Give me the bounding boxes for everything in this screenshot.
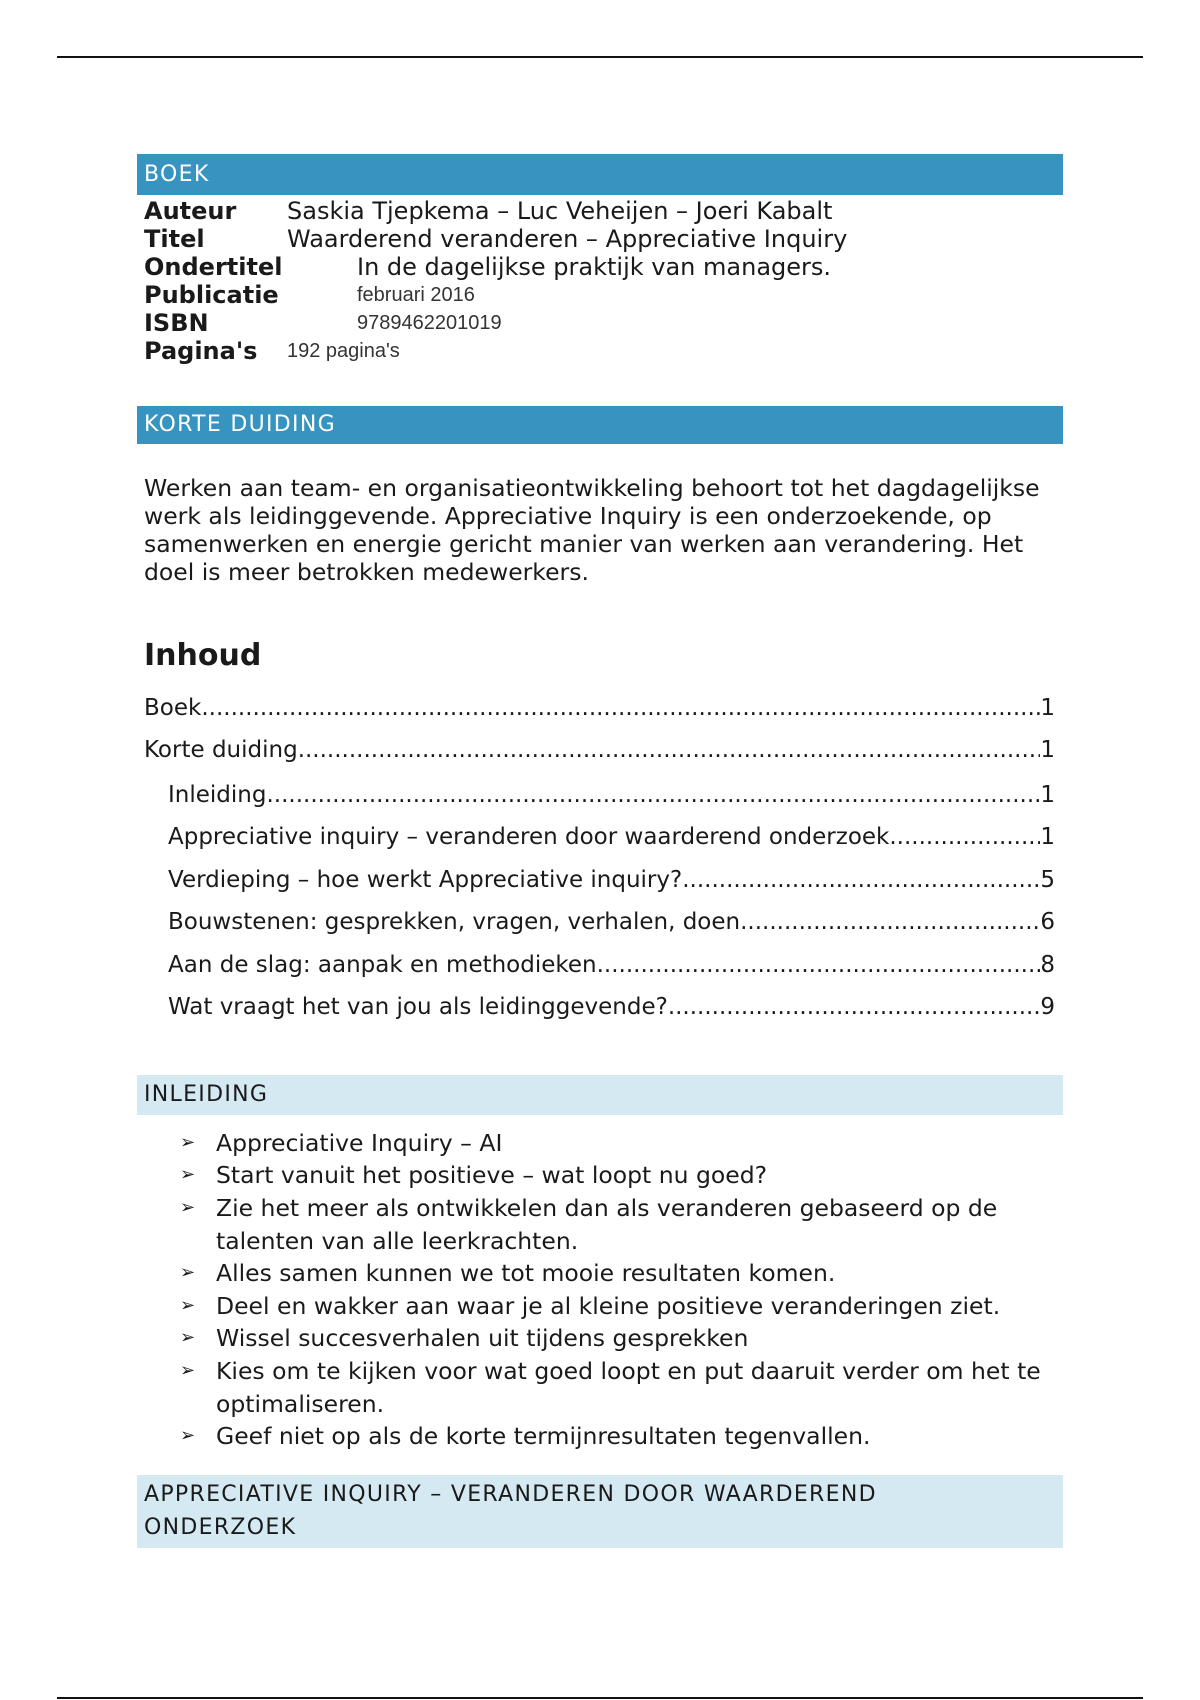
list-item [180, 1355, 1056, 1420]
toc-entry-label: Wat vraagt het van jou als leidinggevende? [168, 994, 668, 1020]
toc-entry-label: Korte duiding [144, 737, 298, 763]
toc-entry-page: 1 [1040, 824, 1055, 850]
toc-entry-inleiding[interactable] [168, 780, 1055, 810]
toc-leader-dots [266, 780, 1040, 810]
meta-value-titel: Waarderend veranderen – Appreciative Inquiry [287, 225, 848, 253]
toc-title: Inhoud [144, 638, 262, 673]
list-item [180, 1322, 1056, 1355]
list-item [180, 1420, 1056, 1453]
list-item-text: Alles samen kunnen we tot mooie resultaten komen. [216, 1259, 836, 1287]
toc-entry-page: 1 [1040, 695, 1055, 721]
list-item-text: Kies om te kijken voor wat goed loopt en put daaruit verder om het te optimaliseren. [216, 1357, 1041, 1418]
arrowhead-bullet-icon: ➢ [180, 1425, 196, 1446]
section-heading-boek: BOEK [137, 154, 1063, 195]
toc-entry-page: 8 [1040, 952, 1055, 978]
meta-value-auteur: Saskia Tjepkema – Luc Veheijen – Joeri Kabalt [287, 197, 833, 225]
toc-entry-boek[interactable] [144, 693, 1055, 723]
list-item [180, 1257, 1056, 1290]
toc-entry-wat-vraagt-het[interactable] [168, 992, 1055, 1022]
toc-entry-page: 9 [1040, 994, 1055, 1020]
meta-value-ondertitel: In de dagelijkse praktijk van managers. [357, 253, 832, 281]
toc-leader-dots [597, 950, 1041, 980]
meta-label-isbn: ISBN [144, 309, 209, 337]
meta-value-isbn: 9789462201019 [357, 312, 502, 334]
list-item [180, 1127, 1056, 1160]
toc-entry-label: Appreciative inquiry – veranderen door waarderend onderzoek [168, 824, 890, 850]
header-rule [57, 56, 1143, 58]
toc-leader-dots [740, 907, 1040, 937]
duiding-paragraph: Werken aan team- en organisatieontwikkeling behoort tot het dagdagelijkse werk als leidinggevende. Appreciative Inquiry is een onderzoekende, op samenwerken en energie gericht manier van werken aan verandering. Het doel is meer betrokken medewerkers. [144, 474, 1040, 586]
list-item-text: Geef niet op als de korte termijnresultaten tegenvallen. [216, 1422, 871, 1450]
list-item [180, 1192, 1056, 1257]
toc-leader-dots [201, 693, 1040, 723]
list-item-text: Wissel succesverhalen uit tijdens gesprekken [216, 1324, 749, 1352]
toc-entry-page: 6 [1040, 909, 1055, 935]
section-heading-line: ONDERZOEK [144, 1515, 297, 1540]
meta-label-ondertitel: Ondertitel [144, 253, 283, 281]
meta-label-publicatie: Publicatie [144, 281, 279, 309]
section-heading-line: APPRECIATIVE INQUIRY – VERANDEREN DOOR WAARDEREND [144, 1482, 877, 1507]
toc-entry-label: Inleiding [168, 782, 267, 808]
arrowhead-bullet-icon: ➢ [180, 1164, 196, 1185]
meta-label-paginas: Pagina's [144, 337, 258, 365]
arrowhead-bullet-icon: ➢ [180, 1360, 196, 1381]
toc-entry-appreciative-inquiry[interactable] [168, 822, 1055, 852]
footer-rule [57, 1697, 1143, 1699]
toc-leader-dots [682, 865, 1040, 895]
toc-entry-verdieping[interactable] [168, 865, 1055, 895]
toc-leader-dots [668, 992, 1041, 1022]
arrowhead-bullet-icon: ➢ [180, 1295, 196, 1316]
toc-entry-page: 5 [1040, 867, 1055, 893]
toc-entry-label: Verdieping – hoe werkt Appreciative inquiry? [168, 867, 683, 893]
list-item-text: Start vanuit het positieve – wat loopt nu goed? [216, 1161, 768, 1189]
section-heading-appreciative-inquiry [137, 1475, 1063, 1548]
toc-entry-page: 1 [1040, 737, 1055, 763]
meta-label-titel: Titel [144, 225, 205, 253]
toc-entry-label: Aan de slag: aanpak en methodieken [168, 952, 597, 978]
toc-entry-page: 1 [1040, 782, 1055, 808]
list-item-text: Zie het meer als ontwikkelen dan als veranderen gebaseerd op de talenten van alle leerkrachten. [216, 1194, 998, 1255]
list-item-text: Deel en wakker aan waar je al kleine positieve veranderingen ziet. [216, 1292, 1001, 1320]
toc-entry-aan-de-slag[interactable] [168, 950, 1055, 980]
toc-entry-label: Bouwstenen: gesprekken, vragen, verhalen, doen [168, 909, 741, 935]
section-heading-inleiding: INLEIDING [137, 1075, 1063, 1115]
list-item [180, 1159, 1056, 1192]
toc-entry-label: Boek [144, 695, 202, 721]
section-heading-korte-duiding: KORTE DUIDING [137, 406, 1063, 444]
toc-leader-dots [889, 822, 1040, 852]
toc-leader-dots [298, 735, 1041, 765]
arrowhead-bullet-icon: ➢ [180, 1132, 196, 1153]
list-item [180, 1290, 1056, 1323]
toc-entry-korte-duiding[interactable] [144, 735, 1055, 765]
toc-entry-bouwstenen[interactable] [168, 907, 1055, 937]
meta-value-publicatie: februari 2016 [357, 284, 475, 306]
list-item-text: Appreciative Inquiry – AI [216, 1129, 503, 1157]
meta-value-paginas: 192 pagina's [287, 340, 400, 362]
arrowhead-bullet-icon: ➢ [180, 1262, 196, 1283]
arrowhead-bullet-icon: ➢ [180, 1197, 196, 1218]
arrowhead-bullet-icon: ➢ [180, 1327, 196, 1348]
meta-label-auteur: Auteur [144, 197, 237, 225]
